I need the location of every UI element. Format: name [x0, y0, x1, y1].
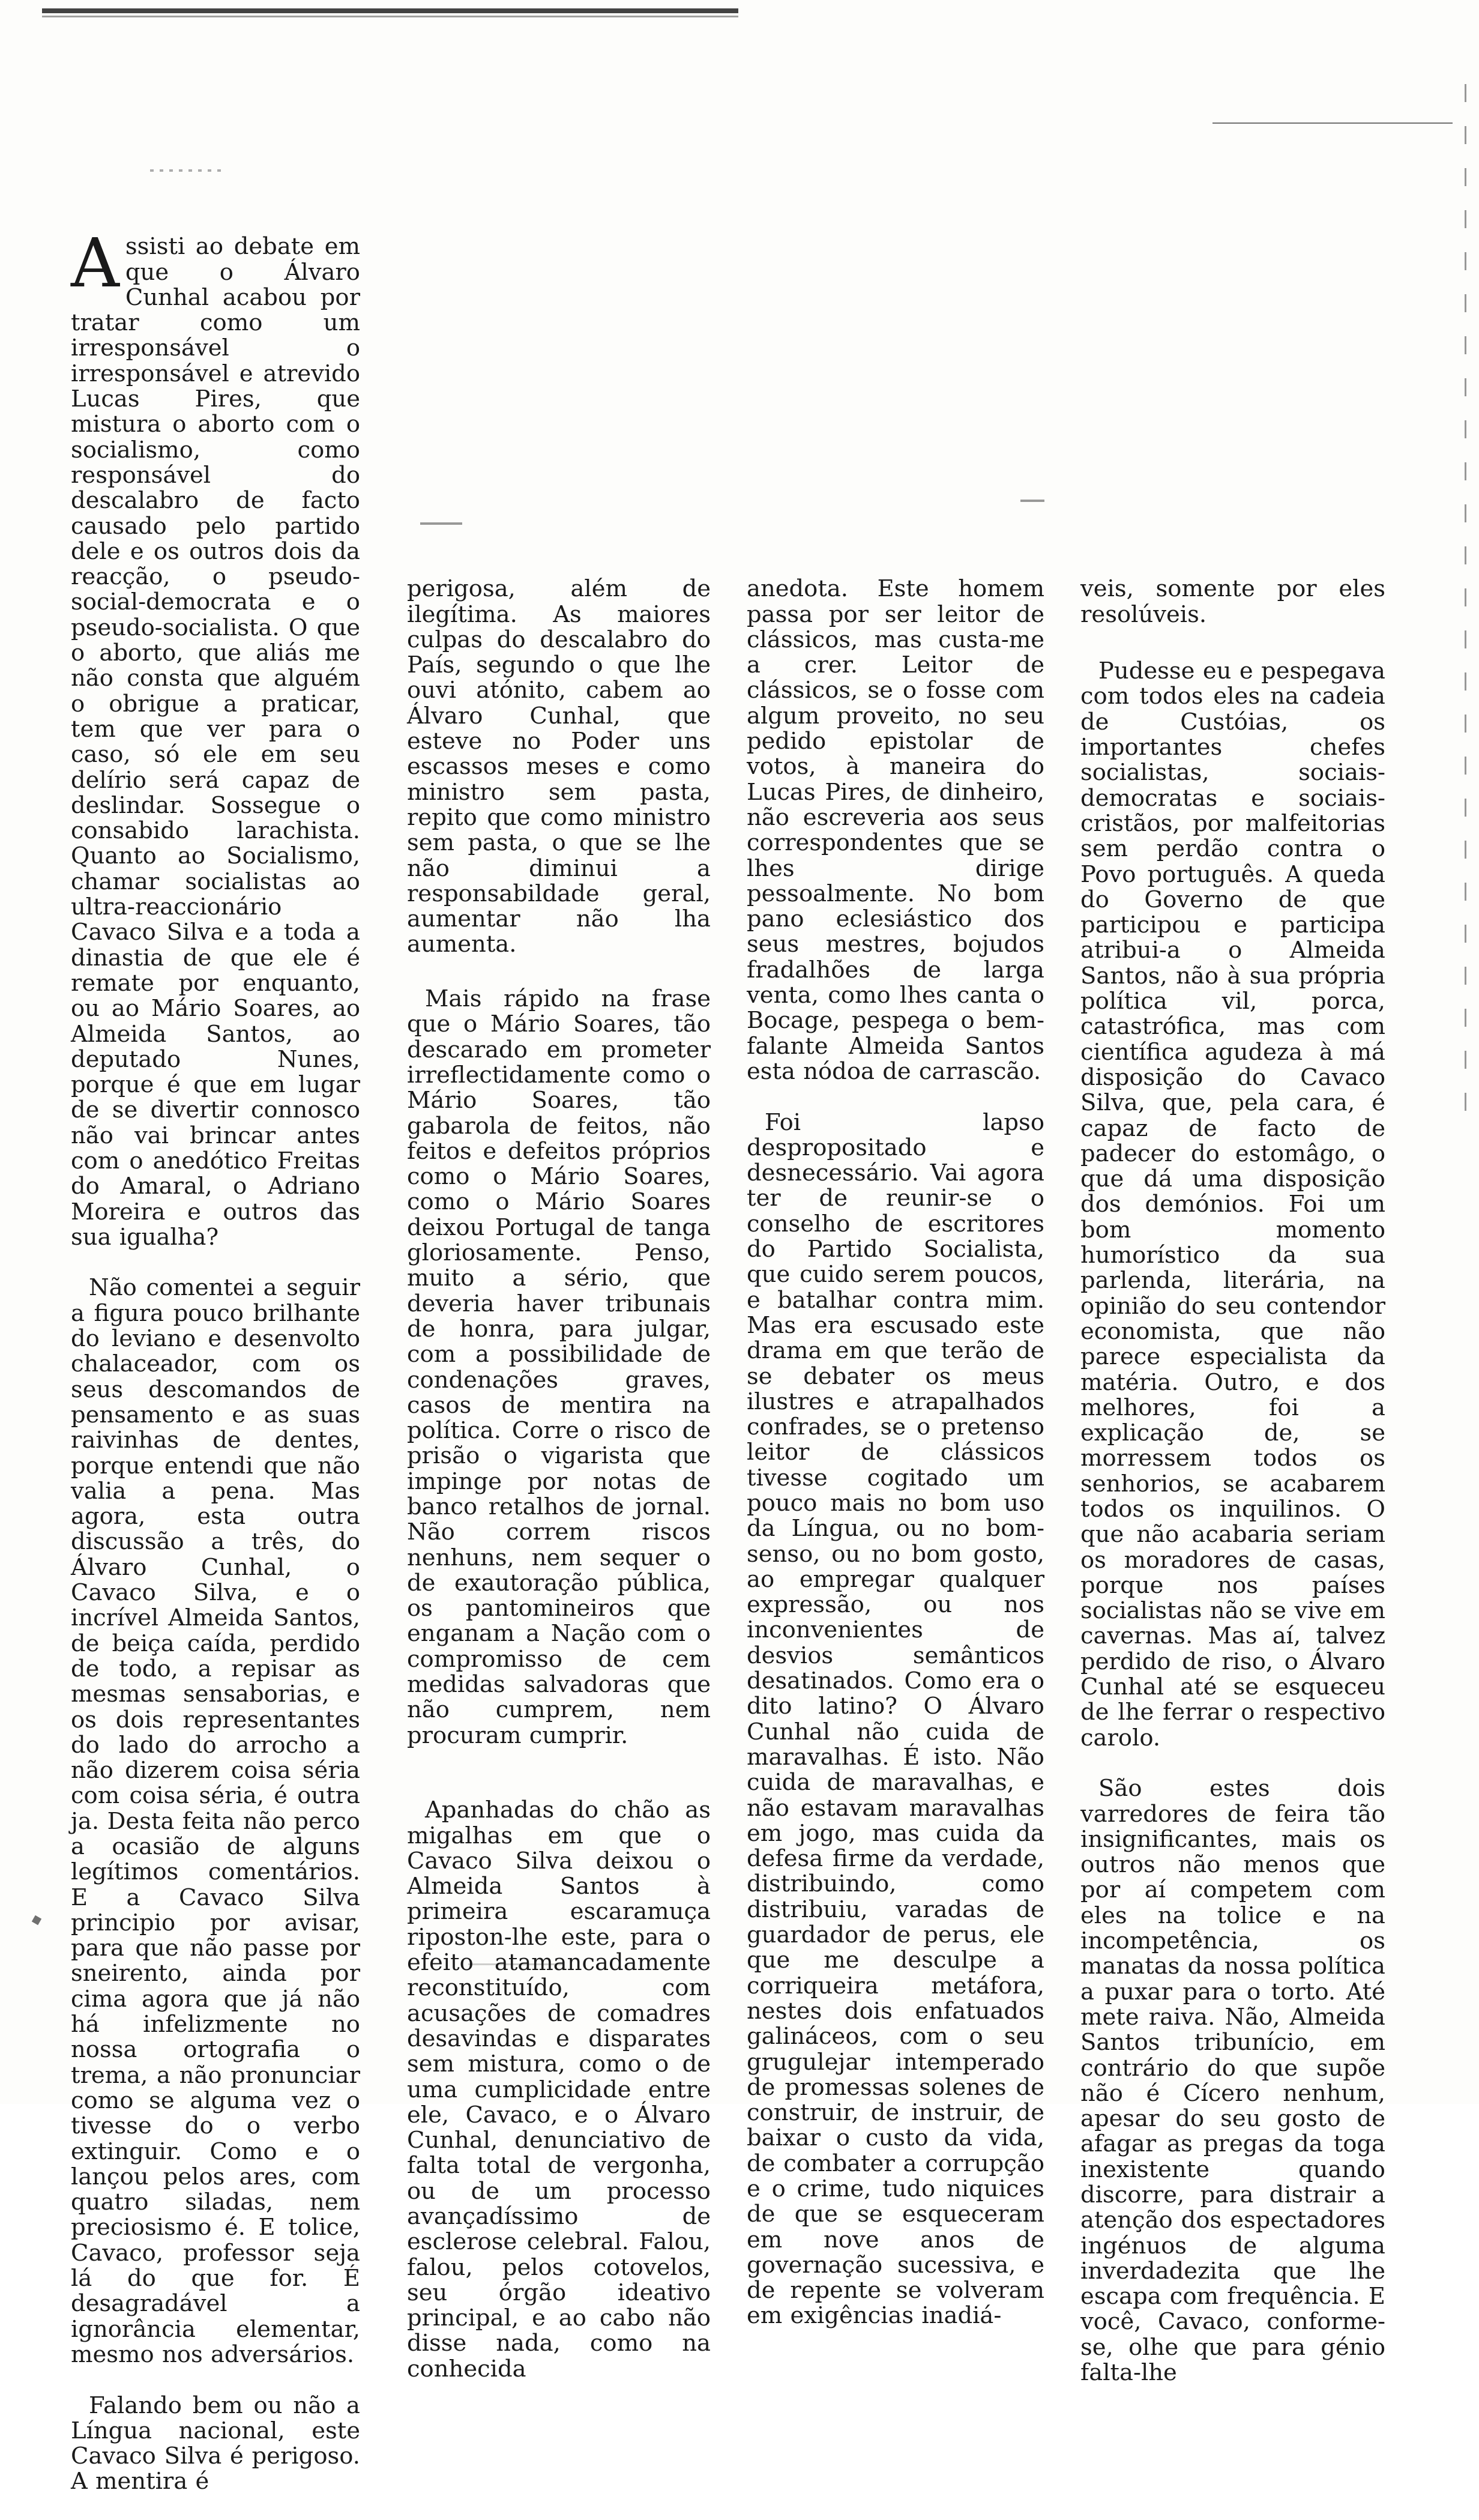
paragraph: Não comentei a seguir a figura pouco brilhante do leviano e desenvolto chalaceador, com os seus descomandos de pensamento e as suas raivinhas de dentes, porque entendi que não valia a pena. Mas agora, esta outra discussão a três, do Álvaro Cunhal, o Cavaco Silva, e o incrível Almeida Santos, de beiça caída, perdido de todo, a repisar as mesmas sensaborias, e os dois representantes do lado do arrocho a não dizerem coisa séria com coisa séria, é outra ja. Desta feita não perco a ocasião de alguns legítimos comentários. E a Cavaco Silva principio por avisar, para que não passe por sneirento, ainda por cima agora que já não há infelizmente no nossa ortografia o trema, a não pronunciar como se alguma vez o tivesse do o verbo extinguir. Como e o lançou pelos ares, com quatro siladas, nem preciosismo é. E tolice, Cavaco, professor seja lá do que for. É desagradável a ignorância elementar, mesmo nos adversários. [71, 1274, 360, 2368]
article-column-2 [407, 551, 711, 2407]
drop-cap: A [71, 225, 119, 303]
scan-mark [32, 1915, 41, 1925]
top-rule-thin [42, 16, 738, 17]
paragraph: Falando bem ou não a Língua nacional, este Cavaco Silva é perigoso. A mentira é [71, 2392, 360, 2495]
paragraph [71, 225, 360, 1251]
right-edge-mark [1465, 84, 1466, 1135]
scan-dash [420, 522, 462, 525]
article-column-4 [1080, 551, 1385, 2411]
article-column-1 [71, 209, 360, 2520]
paragraph: Foi lapso despropositado e desnecessário. Vai agora ter de reunir-se o conselho de escritores do Partido Socialista, que cuido serem poucos, e batalhar contra mim. Mas era escusado este drama em que terão de se debater os meus ilustres e atrapalhados confrades, se o pretenso leitor de clássicos tivesse cogitado um pouco mais no bom uso da Língua, ou no bom-senso, ou no bom gosto, ao empregar qualquer expressão, ou nos inconvenientes de desvios semânticos desatinados. Como era o dito latino? O Álvaro Cunhal não cuida de maravalhas. É isto. Não cuida de maravalhas, e não estavam maravalhas em jogo, mas cuida da defesa firme da verdade, distribuindo, como distribuiu, varadas de guardador de perus, ele que me desculpe a corriqueira metáfora, nestes dois enfatuados galináceos, com o seu grugulejar intemperado de promessas solenes de construir, de instruir, de baixar o custo da vida, de combater a corrupção e o crime, tudo niquices de que se esqueceram em nove anos de governação sucessiva, e de repente se volveram em exigências inadiá- [747, 1108, 1044, 2330]
right-rule [1212, 122, 1453, 124]
paragraph: Mais rápido na frase que o Mário Soares, tão descarado em prometer irreflectidamente como o Mário Soares, tão gabarola de feitos, não feitos e defeitos próprios como o Mário Soares, como o Mário Soares deixou Portugal de tanga gloriosamente. Penso, muito a sério, que deveria haver tribunais de honra, para julgar, com a possibilidade de condenações graves, casos de mentira na política. Corre o risco de prisão o vigarista que impinge por notas de banco retalhos de jornal. Não correm riscos nenhuns, nem sequer o de exautoração pública, os pantomineiros que enganam a Nação com o compromisso de cem medidas salvadoras que não cumprem, nem procuram cumprir. [407, 985, 711, 1749]
paragraph: anedota. Este homem passa por ser leitor de clássicos, mas custa-me a crer. Leitor de clássicos, se o fosse com algum proveito, no seu pedido epistolar de votos, à maneira do Lucas Pires, de dinheiro, não escreveria aos seus correspondentes que se lhes dirige pessoalmente. No bom pano eclesiástico dos seus mestres, bojudos fradalhões de larga venta, como lhes canta o Bocage, pespega o bem-falante Almeida Santos esta nódoa de carrascão. [747, 575, 1044, 1085]
paragraph: perigosa, além de ilegítima. As maiores culpas do descalabro do País, segundo o que lhe ouvi atónito, cabem ao Álvaro Cunhal, que esteve no Poder uns escassos meses e como ministro sem pasta, repito que como ministro sem pasta, o que se lhe não diminui a responsabildade geral, aumentar não lha aumenta. [407, 575, 711, 958]
article-column-3 [747, 551, 1044, 2354]
paragraph-text: ssisti ao debate em que o Álvaro Cunhal acabou por tratar como um irresponsável o irresponsável e atrevido Lucas Pires, que mistura o aborto com o socialismo, como responsável do descalabro de facto causado pelo partido dele e os outros dois da reacção, o pseudo-social-democrata e o pseudo-socialista. O que o aborto, que aliás me não consta que alguém o obrigue a praticar, tem que ver para o caso, só ele em seu delírio será capaz de deslindar. Sossegue o consabido larachista. Quanto ao Socialismo, chamar socialistas ao ultra-reaccionário Cavaco Silva e a toda a dinastia de que ele é remate por enquanto, ou ao Mário Soares, ao Almeida Santos, ao deputado Nunes, porque é que em lugar de se divertir connosco não vai brincar antes com o anedótico Freitas do Amaral, o Adriano Moreira e outros das sua igualha? [71, 233, 360, 1251]
scan-dash [1020, 500, 1044, 502]
paragraph: veis, somente por eles resolúveis. [1080, 575, 1385, 628]
paragraph: Apanhadas do chão as migalhas em que o Cavaco Silva deixou o Almeida Santos à primeira escaramuça riposton-lhe este, para o efeito atamancadamente reconstituído, com acusações de comadres desavindas e disparates sem mistura, como o de uma cumplicidade entre ele, Cavaco, e o Álvaro Cunhal, denunciativo de falta total de vergonha, ou de um processo avançadíssimo de esclerose celebral. Falou, falou, pelos cotovelos, seu órgão ideativo principal, e ao cabo não disse nada, como na conhecida [407, 1796, 711, 2383]
paragraph: Pudesse eu e pespegava com todos eles na cadeia de Custóias, os importantes chefes socialistas, sociais-democratas e sociais-cristãos, por malfeitorias sem perdão contra o Povo português. A queda do Governo de que participou e participa atribui-a o Almeida Santos, não à sua própria política vil, porca, catastrófica, mas com científica agudeza à má disposição do Cavaco Silva, que, pela cara, é capaz de facto de padecer do estomâgo, o que dá uma disposição dos demónios. Foi um bom momento humorístico da sua parlenda, literária, na opinião do seu contendor economista, que não parece especialista da matéria. Outro, e dos melhores, foi a explicação de, se morressem todos os senhorios, se acabarem todos os inquilinos. O que não acabaria seriam os moradores de casas, porque nos países socialistas não se vive em cavernas. Mas aí, talvez perdido de riso, o Álvaro Cunhal até se esqueceu de lhe ferrar o respectivo carolo. [1080, 657, 1385, 1751]
top-rule [42, 8, 738, 13]
paragraph: São estes dois varredores de feira tão insignificantes, mais os outros não menos que por aí competem com eles na tolice e na incompetência, os manatas da nossa política a puxar para o torto. Até mete raiva. Não, Almeida Santos tribunício, em contrário do que supõe não é Cícero nenhum, apesar do seu gosto de afagar as pregas da toga inexistente quando discorre, para distrair a atenção dos espectadores ingénuos de alguma inverdadezita que lhe escapa com frequência. E você, Cavaco, conforme-se, olhe que para génio falta-lhe [1080, 1775, 1385, 2387]
scan-specks [150, 169, 222, 172]
